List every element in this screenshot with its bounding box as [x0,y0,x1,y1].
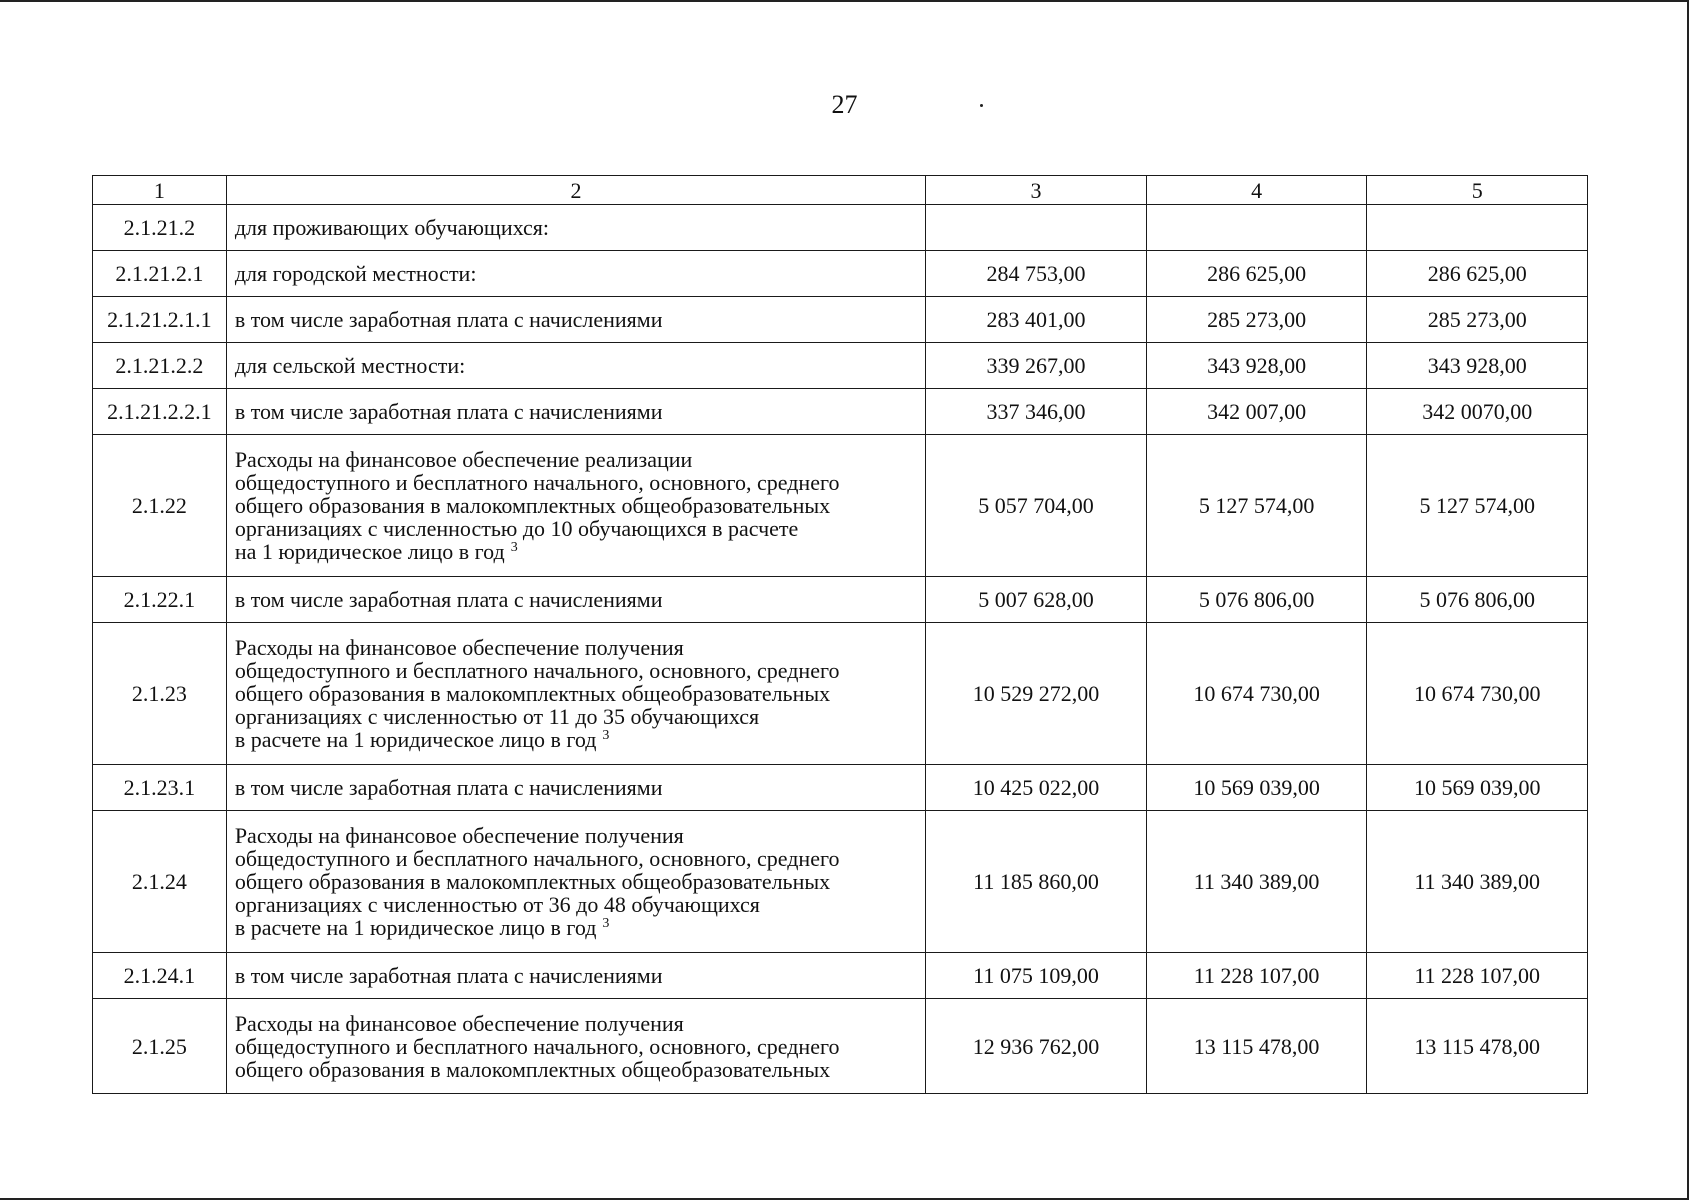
value-col3: 10 529 272,00 [926,623,1147,765]
description-line: общедоступного и бесплатного начального, основного, среднего [234,470,840,495]
value-col3: 337 346,00 [926,389,1147,435]
row-code: 2.1.21.2 [93,205,227,251]
value-col3: 11 185 860,00 [926,811,1147,953]
row-description: для сельской местности: [226,343,925,389]
value-col3: 11 075 109,00 [926,953,1147,999]
header-row [93,176,1588,205]
footnote-marker: 3 [602,915,610,931]
row-code: 2.1.24 [93,811,227,953]
row-description [226,623,925,765]
table-row [93,435,1588,577]
row-code: 2.1.23 [93,623,227,765]
value-col5: 10 674 730,00 [1367,623,1588,765]
header-cell: 4 [1146,176,1367,205]
row-code: 2.1.22.1 [93,577,227,623]
value-col5: 11 340 389,00 [1367,811,1588,953]
description-line: общедоступного и бесплатного начального, основного, среднего [234,1033,840,1059]
value-col3: 283 401,00 [926,297,1147,343]
value-col5: 285 273,00 [1367,297,1588,343]
budget-table [92,175,1588,1094]
value-col4: 342 007,00 [1146,389,1367,435]
row-code: 2.1.22 [93,435,227,577]
value-col4: 10 569 039,00 [1146,765,1367,811]
footnote-marker: 3 [602,727,610,743]
table-row [93,389,1588,435]
description-line: общедоступного и бесплатного начального, основного, среднего [234,846,840,871]
value-col3: 339 267,00 [926,343,1147,389]
header-cell: 1 [93,176,227,205]
value-col5: 11 228 107,00 [1367,953,1588,999]
value-col4 [1146,205,1367,251]
row-description: в том числе заработная плата с начислениями [226,389,925,435]
table-row [93,205,1588,251]
value-col3: 5 057 704,00 [926,435,1147,577]
description-line: общедоступного и бесплатного начального, основного, среднего [234,658,840,683]
description-line: на 1 юридическое лицо в год [234,539,505,564]
description-line: в расчете на 1 юридическое лицо в год [234,727,597,752]
value-col5: 10 569 039,00 [1367,765,1588,811]
value-col3: 10 425 022,00 [926,765,1147,811]
value-col3 [926,205,1147,251]
header-cell: 2 [226,176,925,205]
table-row [93,577,1588,623]
table-row [93,765,1588,811]
description-line: организациях с численностью от 36 до 48 обучающихся [234,892,760,917]
row-code: 2.1.21.2.2.1 [93,389,227,435]
description-line: общего образования в малокомплектных общеобразовательных [234,681,831,706]
footnote-marker: 3 [510,539,518,555]
row-description [226,811,925,953]
value-col4: 10 674 730,00 [1146,623,1367,765]
row-code: 2.1.21.2.2 [93,343,227,389]
description-line: организациях с численностью от 11 до 35 обучающихся [234,704,760,729]
row-description [226,435,925,577]
page-number: 27 [831,90,858,119]
description-line: общего образования в малокомплектных общеобразовательных [234,1056,831,1082]
value-col5: 343 928,00 [1367,343,1588,389]
description-line: Расходы на финансовое обеспечение реализации [234,447,693,472]
value-col4: 286 625,00 [1146,251,1367,297]
table-row [93,251,1588,297]
value-col4: 5 076 806,00 [1146,577,1367,623]
header-cell: 5 [1367,176,1588,205]
value-col4: 285 273,00 [1146,297,1367,343]
description-line: в расчете на 1 юридическое лицо в год [234,915,597,940]
value-col4: 343 928,00 [1146,343,1367,389]
row-description: в том числе заработная плата с начислениями [226,297,925,343]
table-row [93,343,1588,389]
row-code: 2.1.21.2.1 [93,251,227,297]
row-code: 2.1.21.2.1.1 [93,297,227,343]
description-line: Расходы на финансовое обеспечение получения [234,635,684,660]
value-col4: 13 115 478,00 [1146,999,1367,1094]
table-row [93,811,1588,953]
table-row [93,999,1588,1094]
value-col3: 12 936 762,00 [926,999,1147,1094]
table-row [93,297,1588,343]
description-line: общего образования в малокомплектных общеобразовательных [234,493,831,518]
value-col4: 11 340 389,00 [1146,811,1367,953]
value-col3: 5 007 628,00 [926,577,1147,623]
description-line: организациях с численностью до 10 обучающихся в расчете [234,516,799,541]
table-row [93,953,1588,999]
row-description: в том числе заработная плата с начислениями [226,953,925,999]
description-line: общего образования в малокомплектных общеобразовательных [234,869,831,894]
value-col5: 286 625,00 [1367,251,1588,297]
row-code: 2.1.24.1 [93,953,227,999]
row-description: в том числе заработная плата с начислениями [226,577,925,623]
value-col3: 284 753,00 [926,251,1147,297]
value-col5: 5 127 574,00 [1367,435,1588,577]
value-col4: 5 127 574,00 [1146,435,1367,577]
row-description: для проживающих обучающихся: [226,205,925,251]
description-line: Расходы на финансовое обеспечение получения [234,1010,684,1036]
row-description: для городской местности: [226,251,925,297]
row-description [226,999,925,1094]
row-description: в том числе заработная плата с начислениями [226,765,925,811]
value-col5: 13 115 478,00 [1367,999,1588,1094]
row-code: 2.1.23.1 [93,765,227,811]
stray-dot [980,104,983,107]
value-col5: 342 0070,00 [1367,389,1588,435]
value-col4: 11 228 107,00 [1146,953,1367,999]
value-col5 [1367,205,1588,251]
table-row [93,623,1588,765]
row-code: 2.1.25 [93,999,227,1094]
description-line: Расходы на финансовое обеспечение получения [234,823,684,848]
value-col5: 5 076 806,00 [1367,577,1588,623]
header-cell: 3 [926,176,1147,205]
